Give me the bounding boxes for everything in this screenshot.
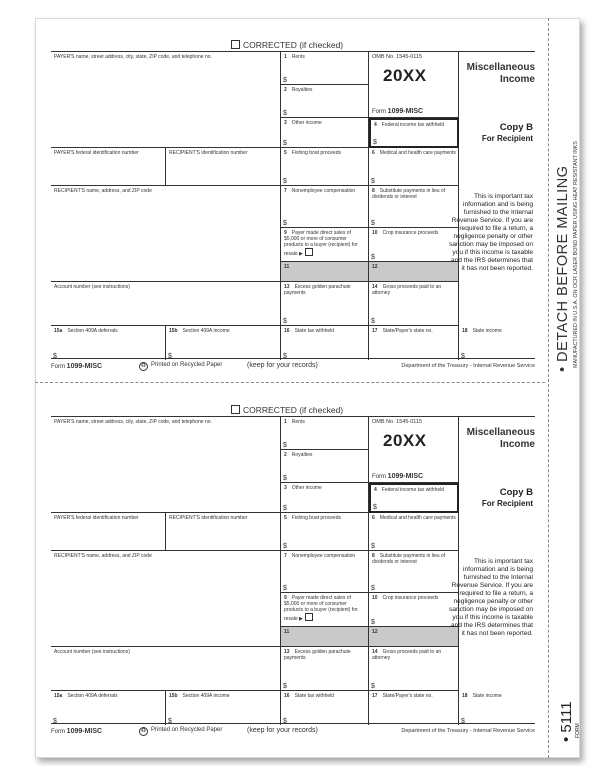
- box-16-state-tax[interactable]: 16 State tax withheld $: [281, 326, 369, 360]
- form-footer: Form 1099-MISC ♻ Printed on Recycled Paper (keep for your records) Department of the Treasury - Internal Revenue Service: [51, 362, 535, 370]
- box-3-other-income[interactable]: 3 Other income $: [281, 118, 369, 148]
- box-10-crop[interactable]: 10 Crop insurance proceeds $: [369, 228, 459, 262]
- box-15b-income[interactable]: 15b Section 409A income $: [166, 691, 281, 725]
- perforation-horizontal: [35, 382, 545, 383]
- box-16-state-tax[interactable]: 16 State tax withheld $: [281, 691, 369, 725]
- box-18-state-income[interactable]: 18 State income $: [461, 693, 502, 725]
- form-copy-2: [51, 405, 535, 742]
- detach-instructions: • DETACH BEFORE MAILING MANUFACTURED IN U.S.A. ON OCR LASER BOND PAPER USING HEAT RESISTANT INKS: [555, 141, 579, 372]
- copy-b-label: Copy B For Recipient: [481, 122, 533, 143]
- recycle-icon: ♻: [140, 728, 147, 734]
- box-11: 11: [281, 627, 369, 647]
- omb-year-box: OMB No. 1545-0115 20XX Form 1099-MISC: [369, 52, 459, 118]
- corrected-checkbox[interactable]: [231, 405, 240, 414]
- box-1-rents[interactable]: 1 Rents $: [281, 417, 369, 450]
- account-number-box[interactable]: Account number (see instructions): [51, 647, 281, 691]
- box-1-rents[interactable]: 1 Rents $: [281, 52, 369, 85]
- box-12: 12: [369, 627, 459, 647]
- payer-name-box[interactable]: PAYER'S name, street address, city, state, ZIP code, and telephone no.: [51, 417, 281, 513]
- form-title: Miscellaneous Income: [466, 62, 535, 85]
- recipient-id-box[interactable]: RECIPIENT'S identification number: [166, 513, 281, 551]
- box-14-attorney[interactable]: 14 Gross proceeds paid to an attorney $: [369, 647, 459, 691]
- box-13-golden-parachute[interactable]: 13 Excess golden parachute payments $: [281, 282, 369, 326]
- payer-tin-box[interactable]: PAYER'S federal identification number: [51, 148, 166, 186]
- box-15a-deferrals[interactable]: 15a Section 409A deferrals $: [51, 691, 166, 725]
- box-2-royalties[interactable]: 2 Royalties $: [281, 450, 369, 483]
- box-10-crop[interactable]: 10 Crop insurance proceeds $: [369, 593, 459, 627]
- box-5-fishing[interactable]: 5 Fishing boat proceeds $: [281, 148, 369, 186]
- box-18-state-income[interactable]: 18 State income $: [461, 328, 502, 360]
- tax-year: 20XX: [383, 431, 427, 450]
- corrected-checkbox[interactable]: [231, 40, 240, 49]
- tax-year: 20XX: [383, 66, 427, 85]
- recipient-name-box[interactable]: RECIPIENT'S name, address, and ZIP code: [51, 186, 281, 282]
- account-number-box[interactable]: Account number (see instructions): [51, 282, 281, 326]
- box-9-direct-sales[interactable]: 9 Payer made direct sales of $5,000 or more of consumer products to a buyer (recipient) for resale ▶: [281, 593, 369, 627]
- box-4-federal-tax[interactable]: 4 Federal income tax withheld $: [369, 483, 459, 513]
- box-15a-deferrals[interactable]: 15a Section 409A deferrals $: [51, 326, 166, 360]
- box-13-golden-parachute[interactable]: 13 Excess golden parachute payments $: [281, 647, 369, 691]
- box-9-checkbox[interactable]: [305, 248, 313, 256]
- notice-text: This is important tax information and is being furnished to the Internal Revenue Service. If you are required to file a return, a negligence penalty or other sanction may be imposed on you if this income is taxable and the IRS determines that it has not been reported.: [449, 193, 533, 273]
- recipient-id-box[interactable]: RECIPIENT'S identification number: [166, 148, 281, 186]
- box-5-fishing[interactable]: 5 Fishing boat proceeds $: [281, 513, 369, 551]
- omb-year-box: OMB No. 1545-0115 20XX Form 1099-MISC: [369, 417, 459, 483]
- box-12: 12: [369, 262, 459, 282]
- corrected-checkbox-row[interactable]: CORRECTED (if checked): [231, 40, 343, 50]
- payer-tin-box[interactable]: PAYER'S federal identification number: [51, 513, 166, 551]
- box-8-substitute[interactable]: 8 Substitute payments in lieu of dividends or interest $: [369, 186, 459, 228]
- box-9-checkbox[interactable]: [305, 613, 313, 621]
- box-2-royalties[interactable]: 2 Royalties $: [281, 85, 369, 118]
- form-copy-1: [51, 40, 535, 377]
- box-15b-income[interactable]: 15b Section 409A income $: [166, 326, 281, 360]
- perforation-vertical: [548, 18, 549, 758]
- box-14-attorney[interactable]: 14 Gross proceeds paid to an attorney $: [369, 282, 459, 326]
- box-11: 11: [281, 262, 369, 282]
- form-title: Miscellaneous Income: [466, 427, 535, 450]
- recycle-icon: ♻: [140, 363, 147, 369]
- payer-name-box[interactable]: PAYER'S name, street address, city, state, ZIP code, and telephone no.: [51, 52, 281, 148]
- box-3-other-income[interactable]: 3 Other income $: [281, 483, 369, 513]
- box-6-medical[interactable]: 6 Medical and health care payments $: [369, 513, 459, 551]
- box-7-nonemployee[interactable]: 7 Nonemployee compensation $: [281, 186, 369, 228]
- box-9-direct-sales[interactable]: 9 Payer made direct sales of $5,000 or more of consumer products to a buyer (recipient) for resale ▶: [281, 228, 369, 262]
- box-17-state-no[interactable]: 17 State/Payer's state no.: [369, 326, 459, 360]
- box-6-medical[interactable]: 6 Medical and health care payments $: [369, 148, 459, 186]
- box-17-state-no[interactable]: 17 State/Payer's state no.: [369, 691, 459, 725]
- notice-text: This is important tax information and is being furnished to the Internal Revenue Service. If you are required to file a return, a negligence penalty or other sanction may be imposed on you if this income is taxable and the IRS determines that it has not been reported.: [449, 558, 533, 638]
- box-8-substitute[interactable]: 8 Substitute payments in lieu of dividends or interest $: [369, 551, 459, 593]
- form-footer: Form 1099-MISC ♻ Printed on Recycled Paper (keep for your records) Department of the Treasury - Internal Revenue Service: [51, 727, 535, 735]
- box-7-nonemployee[interactable]: 7 Nonemployee compensation $: [281, 551, 369, 593]
- recipient-name-box[interactable]: RECIPIENT'S name, address, and ZIP code: [51, 551, 281, 647]
- corrected-checkbox-row[interactable]: CORRECTED (if checked): [231, 405, 343, 415]
- copy-b-label: Copy B For Recipient: [481, 487, 533, 508]
- product-number: • 5111 FORM: [558, 701, 581, 742]
- box-4-federal-tax[interactable]: 4 Federal income tax withheld $: [369, 118, 459, 148]
